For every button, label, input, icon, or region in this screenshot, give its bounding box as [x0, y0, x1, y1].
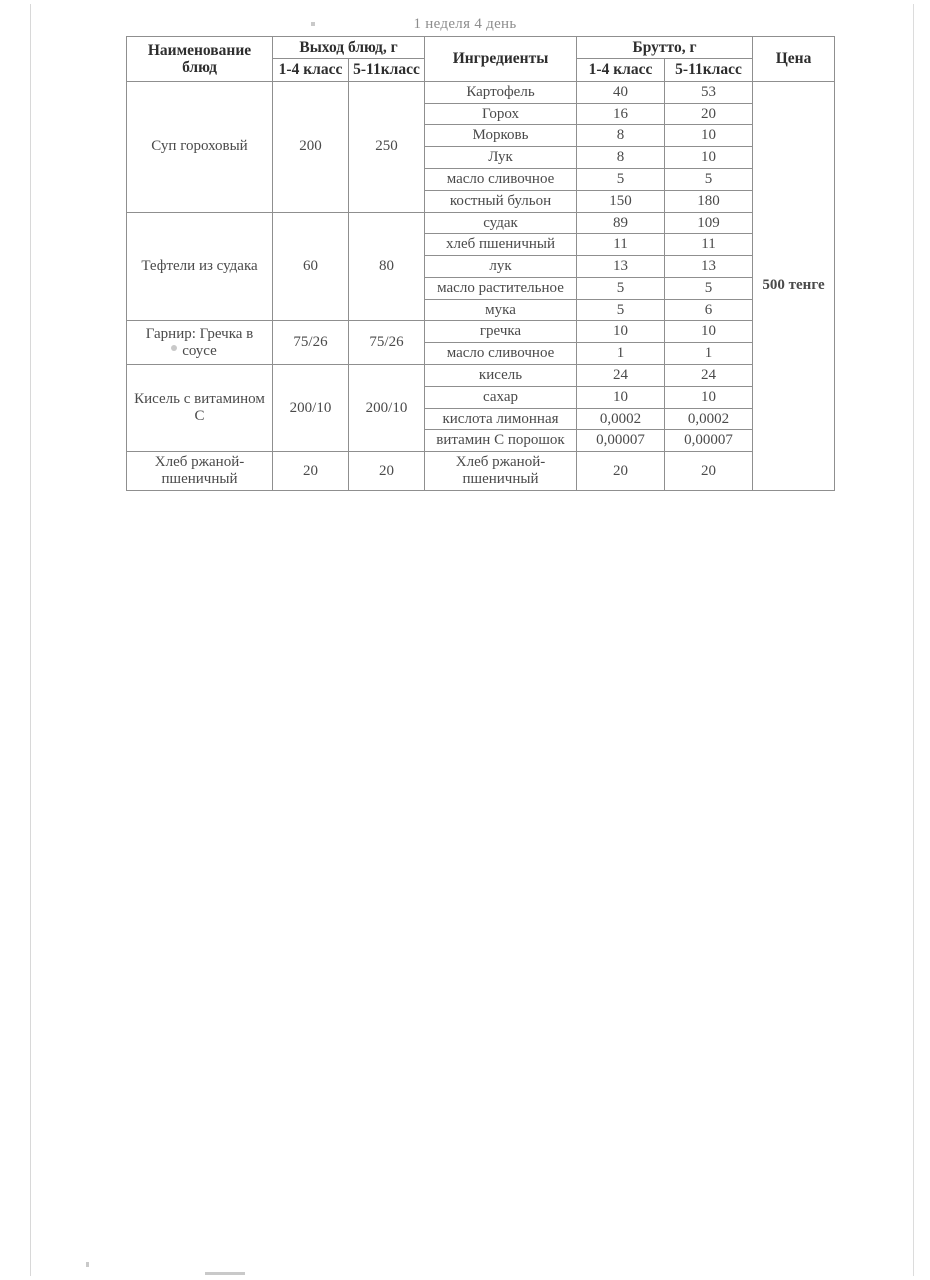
header-output: Выход блюд, г	[273, 37, 425, 59]
dish-name: Гарнир: Гречка в соусе	[127, 321, 273, 365]
dish-name: Суп гороховый	[127, 81, 273, 212]
ingredient-name: лук	[425, 256, 577, 278]
gross-5-11: 11	[665, 234, 753, 256]
gross-5-11: 5	[665, 277, 753, 299]
gross-1-4: 11	[577, 234, 665, 256]
gross-5-11: 13	[665, 256, 753, 278]
gross-5-11: 5	[665, 168, 753, 190]
output-5-11: 200/10	[349, 365, 425, 452]
output-1-4: 60	[273, 212, 349, 321]
gross-1-4: 89	[577, 212, 665, 234]
gross-5-11: 0,0002	[665, 408, 753, 430]
gross-1-4: 10	[577, 386, 665, 408]
dish-name: Хлеб ржаной-пшеничный	[127, 452, 273, 491]
ingredient-name: Горох	[425, 103, 577, 125]
ingredient-name: костный бульон	[425, 190, 577, 212]
gross-1-4: 5	[577, 168, 665, 190]
menu-table	[126, 36, 835, 491]
gross-1-4: 8	[577, 125, 665, 147]
output-1-4: 200/10	[273, 365, 349, 452]
gross-5-11: 53	[665, 81, 753, 103]
output-5-11: 250	[349, 81, 425, 212]
ingredient-name: судак	[425, 212, 577, 234]
ingredient-name: масло растительное	[425, 277, 577, 299]
gross-5-11: 10	[665, 147, 753, 169]
price-value: 500 тенге	[753, 81, 835, 490]
header-gross-class-5-11: 5-11класс	[665, 59, 753, 81]
ingredient-name: витамин С порошок	[425, 430, 577, 452]
gross-1-4: 13	[577, 256, 665, 278]
dish-name: Тефтели из судака	[127, 212, 273, 321]
scan-speck	[86, 1262, 89, 1267]
gross-1-4: 40	[577, 81, 665, 103]
gross-1-4: 1	[577, 343, 665, 365]
gross-5-11: 20	[665, 452, 753, 491]
gross-1-4: 8	[577, 147, 665, 169]
header-gross: Брутто, г	[577, 37, 753, 59]
header-dish: Наименование блюд	[127, 37, 273, 82]
ingredient-name: Морковь	[425, 125, 577, 147]
ingredient-name: мука	[425, 299, 577, 321]
gross-5-11: 109	[665, 212, 753, 234]
gross-5-11: 10	[665, 125, 753, 147]
gross-1-4: 20	[577, 452, 665, 491]
output-1-4: 20	[273, 452, 349, 491]
scan-speck	[205, 1272, 245, 1275]
output-1-4: 200	[273, 81, 349, 212]
output-1-4: 75/26	[273, 321, 349, 365]
ingredient-name: кисель	[425, 365, 577, 387]
header-output-class-5-11: 5-11класс	[349, 59, 425, 81]
table-header-row-1	[127, 37, 835, 59]
gross-5-11: 24	[665, 365, 753, 387]
header-price: Цена	[753, 37, 835, 82]
header-gross-class-1-4: 1-4 класс	[577, 59, 665, 81]
ingredient-name: Хлеб ржаной-пшеничный	[425, 452, 577, 491]
ingredient-name: масло сливочное	[425, 343, 577, 365]
ingredient-name: гречка	[425, 321, 577, 343]
gross-5-11: 10	[665, 321, 753, 343]
gross-5-11: 1	[665, 343, 753, 365]
gross-5-11: 180	[665, 190, 753, 212]
gross-5-11: 6	[665, 299, 753, 321]
gross-5-11: 10	[665, 386, 753, 408]
gross-1-4: 10	[577, 321, 665, 343]
table-row	[127, 212, 835, 234]
gross-1-4: 150	[577, 190, 665, 212]
gross-1-4: 5	[577, 277, 665, 299]
ingredient-name: сахар	[425, 386, 577, 408]
gross-1-4: 16	[577, 103, 665, 125]
header-output-class-1-4: 1-4 класс	[273, 59, 349, 81]
ingredient-name: кислота лимонная	[425, 408, 577, 430]
ingredient-name: Лук	[425, 147, 577, 169]
output-5-11: 75/26	[349, 321, 425, 365]
output-5-11: 20	[349, 452, 425, 491]
table-row	[127, 365, 835, 387]
output-5-11: 80	[349, 212, 425, 321]
gross-5-11: 20	[665, 103, 753, 125]
ingredient-name: Картофель	[425, 81, 577, 103]
gross-5-11: 0,00007	[665, 430, 753, 452]
ingredient-name: масло сливочное	[425, 168, 577, 190]
table-row	[127, 452, 835, 491]
menu-table-container	[126, 36, 834, 491]
gross-1-4: 5	[577, 299, 665, 321]
table-row	[127, 321, 835, 343]
table-row	[127, 81, 835, 103]
gross-1-4: 24	[577, 365, 665, 387]
ingredient-name: хлеб пшеничный	[425, 234, 577, 256]
page-title: 1 неделя 4 день	[413, 16, 517, 32]
gross-1-4: 0,0002	[577, 408, 665, 430]
gross-1-4: 0,00007	[577, 430, 665, 452]
dish-name: Кисель с витамином С	[127, 365, 273, 452]
header-ingredients: Ингредиенты	[425, 37, 577, 82]
